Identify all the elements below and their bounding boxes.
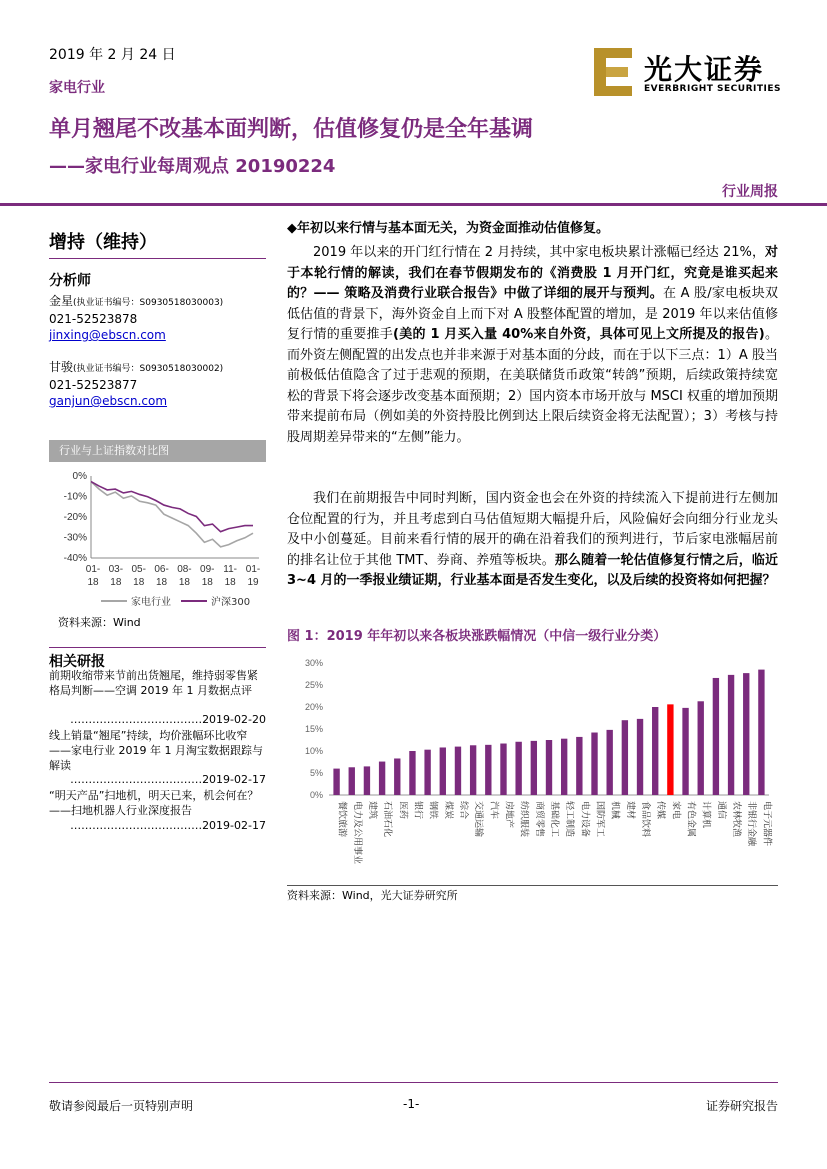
legend-label: 家电行业 xyxy=(131,597,171,608)
figure-title: 图 1：2019 年年初以来各板块涨跌幅情况（中信一级行业分类） xyxy=(287,629,667,644)
p2-text-a: 我们在前期报告中同时判断，国内资金也会在外资的持续流入下提前进行左侧加仓位配置的行为，并且考虑到白马估值短期大幅提升后，风险偏好会向细分行业龙头及中小创蔓延。目前来看行情的展开的确在沿着我们的预判进行，节后家电涨幅居前的排名让位于其他 TMT、券商、养殖等板块。 xyxy=(287,491,778,568)
x-tick-label: 计算机 xyxy=(700,801,711,829)
figure-frame xyxy=(287,645,778,886)
x-tick-label: 餐饮旅游 xyxy=(336,801,347,838)
company-logo xyxy=(592,46,781,98)
x-tick-label: 18 xyxy=(110,577,122,588)
y-tick-label: -20% xyxy=(63,512,87,523)
bar xyxy=(470,745,476,795)
x-tick-label: 建材 xyxy=(624,801,635,820)
bar xyxy=(409,751,415,795)
report-date: 2019 年 2 月 24 日 xyxy=(49,47,176,63)
y-tick-label: 10% xyxy=(304,746,323,756)
report-date-text: 2019-02-17 xyxy=(202,819,266,832)
x-tick-label: 农林牧渔 xyxy=(731,801,742,838)
footer-report-label: 证券研究报告 xyxy=(705,1099,778,1113)
minichart-title: 行业与上证指数对比图 xyxy=(49,440,266,462)
y-tick-label: 0% xyxy=(72,471,87,482)
bar xyxy=(500,744,506,795)
x-tick-label: 食品饮料 xyxy=(640,801,651,838)
related-report-1[interactable]: 前期收缩带来节前出货翘尾，维持弱零售紧格局判断——空调 2019 年 1 月数据点评 xyxy=(49,669,258,697)
rating: 增持（维持） xyxy=(49,232,157,253)
p1-bold-d: (美的 1 月买入量 40%来自外资，具体可见上文所提及的报告) xyxy=(393,327,765,342)
y-tick-label: 15% xyxy=(304,724,323,734)
p1-text-c: 在 A 股/家电板块双低估值的背景下，海外资金自上而下对 A 股整体配置的增加，是 2019 年以来估值修复行情的重要推手 xyxy=(287,286,778,342)
p1-text-e: 。而外资左侧配置的出发点也并非来源于对基本面的分歧，而在于以下三点：1）A 股当前极低估值隐含了过于悲观的预期，在美联储货币政策“转鸽”预期，后续政策持续宽松的背景下将会逐步改变基本面预期；2）国内资本市场开放与 MSCI 权重的增加预期带来提前布局（例如美的外资持股比例到达上限后续资金将无法配置）；3）考核与持股周期差异带来的“左侧”能力。 xyxy=(287,327,778,445)
industry-label: 家电行业 xyxy=(49,80,105,96)
bar xyxy=(455,747,461,795)
analyst-cert: (执业证书编号：S0930518030002) xyxy=(73,364,224,374)
bar xyxy=(652,707,658,795)
related-divider xyxy=(49,647,266,648)
report-subtitle: ——家电行业每周观点 20190224 xyxy=(49,156,336,177)
x-tick-label: 01- xyxy=(85,564,101,575)
analyst-cert: (执业证书编号：S0930518030003) xyxy=(73,298,224,308)
x-tick-label: 交通运输 xyxy=(473,801,484,838)
bar xyxy=(546,740,552,795)
related-report-3[interactable]: “明天产品”扫地机，明天已来，机会何在？——扫地机器人行业深度报告 xyxy=(49,789,259,817)
paragraph-2 xyxy=(287,489,778,592)
x-tick-label: 家电 xyxy=(670,801,681,820)
analyst-block-1 xyxy=(49,293,223,343)
bar xyxy=(440,747,446,795)
report-type: 行业周报 xyxy=(722,184,778,200)
series-line-home-appliance xyxy=(91,482,253,547)
bar xyxy=(698,701,704,795)
footer-divider xyxy=(49,1082,778,1083)
x-tick-label: 电子元器件 xyxy=(761,801,772,847)
x-tick-label: 08- xyxy=(177,564,192,575)
y-tick-label: 5% xyxy=(309,768,323,778)
p1-text-a: 2019 年以来的开门红行情在 2 月持续，其中家电板块累计涨幅已经达 21%， xyxy=(313,245,765,260)
sector-returns-bar-chart xyxy=(287,645,778,883)
x-tick-label: 18 xyxy=(133,577,145,588)
x-tick-label: 房地产 xyxy=(503,801,514,829)
bar xyxy=(576,737,582,795)
industry-vs-index-chart xyxy=(49,464,266,610)
minichart-source: 资料来源：Wind xyxy=(58,616,141,629)
analyst-phone: 021-52523877 xyxy=(49,378,138,392)
x-tick-label: 纺织服装 xyxy=(518,801,529,838)
x-tick-label: 18 xyxy=(87,577,99,588)
report-date-text: 2019-02-17 xyxy=(202,773,266,786)
x-tick-label: 05- xyxy=(131,564,146,575)
series-line-csi300 xyxy=(91,482,253,532)
bar xyxy=(682,708,688,795)
p1-bold-b: 对于本轮行情的解读，我们在春节假期发布的《消费股 1 月开门红，究竟是谁买起来的？—— 策略及消费行业联合报告》中做了详细的展开与预判。 xyxy=(287,245,778,301)
x-tick-label: 非银行金融 xyxy=(746,801,757,847)
x-tick-label: 有色金属 xyxy=(685,801,696,838)
related-heading: 相关研报 xyxy=(49,654,105,670)
x-tick-label: 轻工制造 xyxy=(564,801,575,838)
x-tick-label: 国防军工 xyxy=(594,801,605,838)
header-divider xyxy=(0,203,827,206)
bar xyxy=(561,739,567,795)
analyst-name: 甘骏 xyxy=(49,360,74,374)
paragraph-1 xyxy=(287,243,778,448)
analyst-block-2 xyxy=(49,359,223,409)
bar xyxy=(515,742,521,795)
bar xyxy=(758,670,764,795)
x-tick-label: 石油石化 xyxy=(382,801,393,838)
analyst-email-link[interactable]: ganjun@ebscn.com xyxy=(49,394,168,408)
leader-dots: ……………………………… xyxy=(70,713,203,726)
related-report-1-date xyxy=(49,713,266,726)
y-tick-label: 20% xyxy=(304,702,323,712)
x-tick-label: 银行 xyxy=(412,801,423,820)
analyst-email-link[interactable]: jinxing@ebscn.com xyxy=(49,328,166,342)
logo-chinese-name: 光大证券 xyxy=(644,53,765,86)
x-tick-label: 01- xyxy=(245,564,261,575)
bar xyxy=(607,730,613,795)
logo-english-name: EVERBRIGHT SECURITIES xyxy=(644,84,781,94)
related-report-2-date xyxy=(49,773,266,786)
x-tick-label: 09- xyxy=(200,564,215,575)
key-point-heading: ◆年初以来行情与基本面无关，为资金面推动估值修复。 xyxy=(287,221,609,236)
x-tick-label: 11- xyxy=(223,564,238,575)
x-tick-label: 19 xyxy=(247,577,259,588)
x-tick-label: 06- xyxy=(154,564,169,575)
bar xyxy=(637,719,643,795)
bar xyxy=(743,673,749,795)
x-tick-label: 商贸零售 xyxy=(533,801,544,838)
bar xyxy=(622,720,628,795)
legend-label: 沪深300 xyxy=(211,597,251,608)
x-tick-label: 建筑 xyxy=(366,801,377,820)
p2-bold-b: 那么随着一轮估值修复行情之后，临近 3~4 月的一季报业绩证期，行业基本面是否发生变化，以及后续的投资将如何把握？ xyxy=(287,552,778,588)
x-tick-label: 18 xyxy=(201,577,213,588)
logo-mark-icon xyxy=(592,46,636,98)
analyst-phone: 021-52523878 xyxy=(49,312,138,326)
bar xyxy=(379,762,385,795)
analyst-heading: 分析师 xyxy=(49,273,91,289)
x-tick-label: 电力及公用事业 xyxy=(351,801,362,865)
page-number: -1- xyxy=(403,1097,420,1111)
x-tick-label: 综合 xyxy=(457,801,468,820)
x-tick-label: 医药 xyxy=(397,801,408,820)
x-tick-label: 传媒 xyxy=(655,801,666,820)
leader-dots: ……………………………… xyxy=(70,819,203,832)
rating-divider xyxy=(49,258,266,259)
x-tick-label: 基础化工 xyxy=(549,801,559,838)
x-tick-label: 03- xyxy=(108,564,124,575)
bar xyxy=(713,678,719,795)
y-tick-label: 0% xyxy=(309,790,323,800)
related-report-3-date xyxy=(49,819,266,832)
y-tick-label: -10% xyxy=(63,491,87,503)
x-tick-label: 电力设备 xyxy=(579,801,590,838)
leader-dots: ……………………………… xyxy=(70,773,203,786)
bar xyxy=(531,741,537,795)
x-tick-label: 通信 xyxy=(715,801,726,820)
bar xyxy=(333,769,339,795)
y-tick-label: -30% xyxy=(63,532,87,544)
figure-source: 资料来源：Wind，光大证券研究所 xyxy=(287,889,458,902)
bar xyxy=(667,704,673,795)
analyst-name: 金星 xyxy=(49,294,74,308)
bar xyxy=(364,766,370,795)
x-tick-label: 18 xyxy=(178,577,190,588)
y-tick-label: 30% xyxy=(304,658,323,668)
bar xyxy=(424,750,430,795)
report-title: 单月翘尾不改基本面判断，估值修复仍是全年基调 xyxy=(49,117,534,142)
x-tick-label: 钢铁 xyxy=(427,801,438,820)
bar xyxy=(728,675,734,795)
x-tick-label: 18 xyxy=(156,577,168,588)
x-tick-label: 煤炭 xyxy=(442,801,453,820)
report-date-text: 2019-02-20 xyxy=(202,713,266,726)
x-tick-label: 机械 xyxy=(609,801,620,820)
bar xyxy=(485,745,491,795)
y-tick-label: 25% xyxy=(304,680,323,690)
related-report-2[interactable]: 线上销量“翘尾”持续，均价涨幅环比收窄——家电行业 2019 年 1 月淘宝数据跟踪与解读 xyxy=(49,729,263,772)
y-tick-label: -40% xyxy=(63,553,87,564)
footer-disclaimer[interactable]: 敬请参阅最后一页特别声明 xyxy=(49,1099,194,1113)
bar xyxy=(591,733,597,795)
x-tick-label: 18 xyxy=(224,577,236,588)
bar xyxy=(394,758,400,795)
x-tick-label: 汽车 xyxy=(488,801,499,820)
bar xyxy=(349,767,355,795)
